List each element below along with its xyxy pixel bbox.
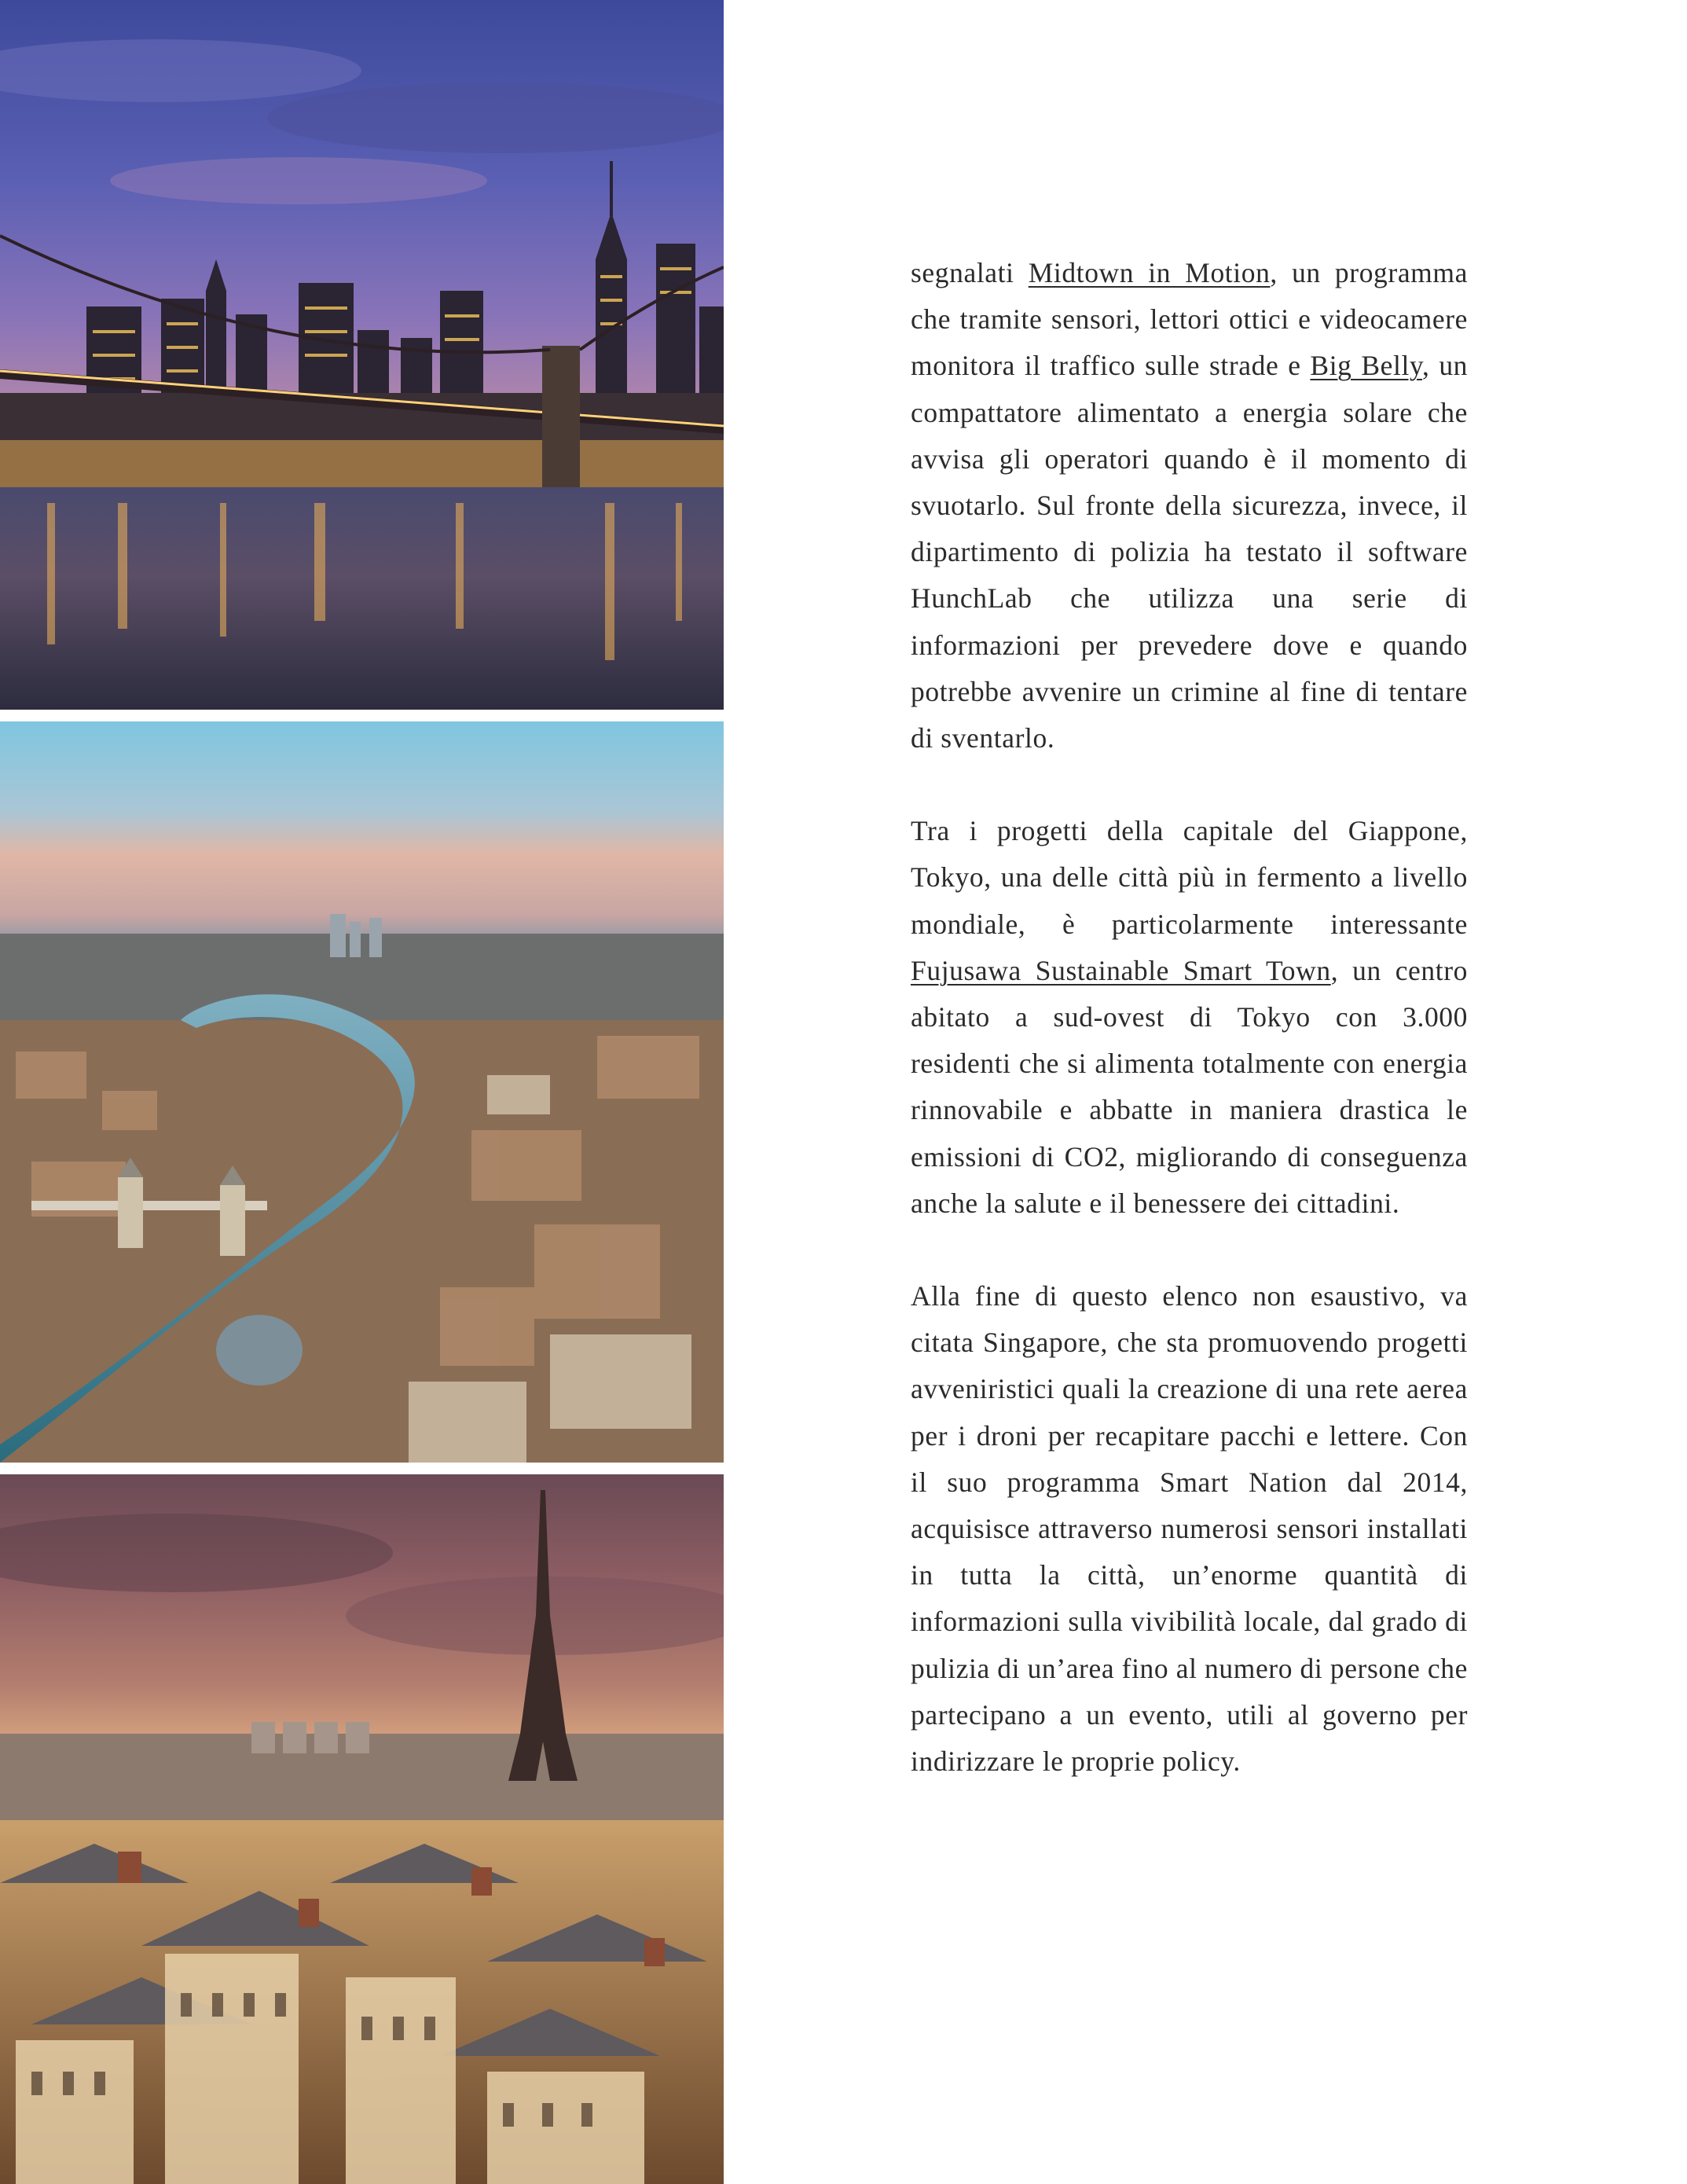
paragraph-singapore <box>911 1273 1468 1785</box>
new-york-skyline-illustration <box>0 0 724 710</box>
paragraph-tokyo <box>911 808 1468 1227</box>
paragraph-text: , un centro abitato a sud-ovest di Tokyo con 3.000 residenti che si alimenta totalmente con energia rinnovabile e abbatte in maniera drastica le emissioni di CO2, migliorando di conseguenza anche la salute e il benessere dei cittadini. <box>911 954 1468 1219</box>
paragraph-text: Tra i progetti della capitale del Giappone, Tokyo, una delle città più in fermento a livello mondiale, è particolarmente interessante <box>911 815 1468 940</box>
article-text-column <box>911 250 1468 1785</box>
new-york-skyline-photo <box>0 0 724 710</box>
paragraph-text: Alla fine di questo elenco non esaustivo, va citata Singapore, che sta promuovendo progetti avveniristici quali la creazione di una rete aerea per i droni per recapitare pacchi e lettere. Con il suo programma Smart Nation dal 2014, acquisisce attraverso numerosi sensori installati in tutta la città, un’enorme quantità di informazioni sulla vivibilità locale, dal grado di pulizia di un’area fino al numero di persone che partecipano a un evento, utili al governo per indirizzare le proprie policy. <box>911 1280 1468 1778</box>
big-belly-link[interactable]: Big Belly <box>1310 350 1422 382</box>
london-aerial-illustration <box>0 721 724 1463</box>
paris-rooftops-photo <box>0 1474 724 2184</box>
london-aerial-photo <box>0 721 724 1463</box>
paragraph-text: , un compattatore alimentato a energia solare che avvisa gli operatori quando è il momento di svuotarlo. Sul fronte della sicurezza, invece, il dipartimento di polizia ha testato il software HunchLab che utilizza una serie di informazioni per prevedere dove e quando potrebbe avvenire un crimine al fine di tentare di sventarlo. <box>911 350 1469 754</box>
fujusawa-smart-town-link[interactable]: Fujusawa Sustainable Smart Town <box>911 954 1331 986</box>
paragraph-text: , un programma che tramite sensori, lettori ottici e videocamere monitora il traffico sulle strade e <box>911 257 1468 382</box>
paris-rooftops-illustration <box>0 1474 724 2184</box>
midtown-in-motion-link[interactable]: Midtown in Motion <box>1028 257 1271 288</box>
paragraph-text: segnalati <box>911 257 1029 288</box>
paragraph-new-york <box>911 250 1468 762</box>
